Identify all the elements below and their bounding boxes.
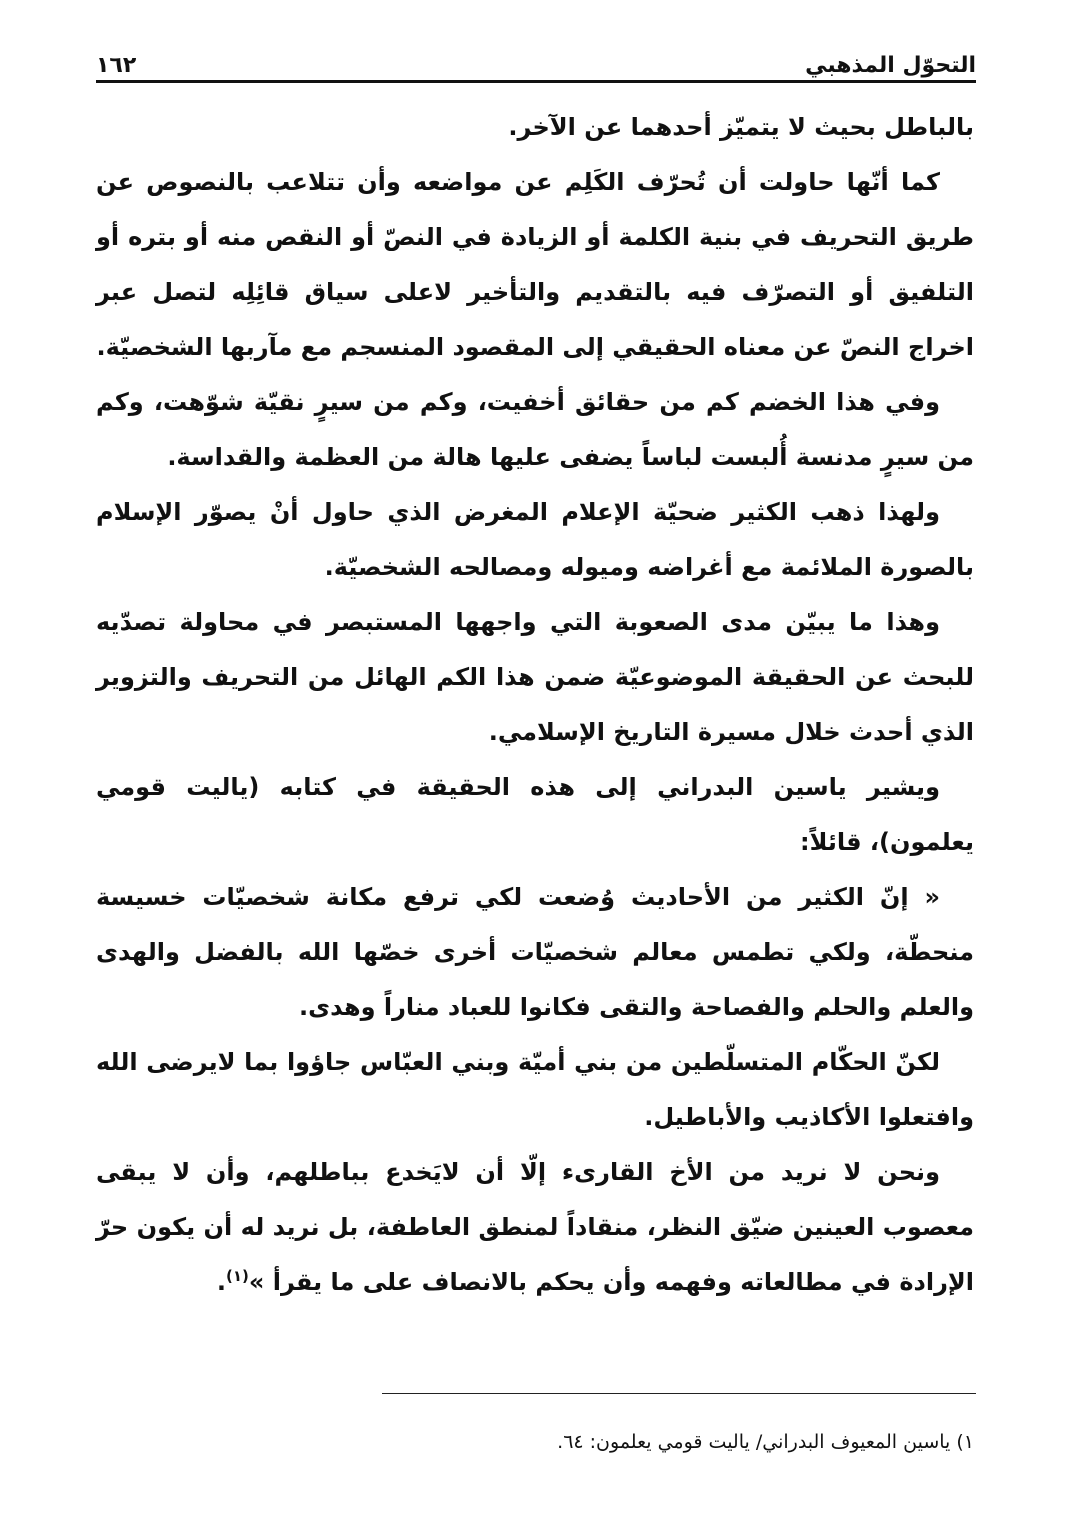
quote-paragraph-2: لكنّ الحكّام المتسلّطين من بني أميّة وبني العبّاس جاؤوا بما لايرضى الله وافتعلوا الأكاذيب والأباطيل. [96, 1048, 974, 1131]
footnote-1: ١) ياسين المعيوف البدراني/ ياليت قومي يعلمون: ٦٤. [557, 1431, 974, 1453]
quote-paragraph-1: « إنّ الكثير من الأحاديث وُضعت لكي ترفع مكانة شخصيّات خسيسة منحطّة، ولكي تطمس معالم شخصيّات أخرى خصّها الله بالفضل والهدى والعلم والحلم والفصاحة والتقى فكانوا للعباد مناراً وهدى. [96, 883, 974, 1021]
author-name: ياسين البدراني [657, 773, 847, 801]
header-rule [96, 80, 976, 83]
paragraph-5: وهذا ما يبيّن مدى الصعوبة التي واجهها المستبصر في محاولة تصدّيه للبحث عن الحقيقة الموضوعيّة ضمن هذا الكم الهائل من التحريف والتزوير الذي أحدث خلال مسيرة التاريخ الإسلامي. [96, 608, 974, 746]
paragraph-6 [96, 760, 974, 870]
footnote-reference: (١) [225, 1267, 249, 1285]
paragraph-2: كما أنّها حاولت أن تُحرّف الكَلِم عن مواضعه وأن تتلاعب بالنصوص عن طريق التحريف في بنية الكلمة أو الزيادة في النصّ أو النقص منه أو بتره أو التلفيق أو التصرّف فيه بالتقديم والتأخير لاعلى سياق قائِلِه لتصل عبر اخراج النصّ عن معناه الحقيقي إلى المقصود المنسجم مع مآربها الشخصيّة. [96, 168, 974, 361]
running-header [96, 38, 976, 78]
running-title: التحوّل المذهبي [805, 53, 976, 78]
paragraph-6-rest: إلى هذه الحقيقة في كتابه (ياليت قومي يعلمون)، قائلاً: [96, 773, 974, 856]
quote-paragraph-3-text: ونحن لا نريد من الأخ القارىء إلّا أن لايَخدع بباطلهم، وأن لا يبقى معصوب العينين ضيّق النظر، منقاداً لمنطق العاطفة، بل نريد له أن يكون حرّ الإرادة في مطالعاته وفهمه وأن يحكم بالانصاف على ما يقرأ » [96, 1158, 974, 1296]
quote-paragraph-3 [96, 1145, 974, 1310]
body-text [96, 100, 974, 1310]
paragraph-1: بالباطل بحيث لا يتميّز أحدهما عن الآخر. [508, 113, 974, 141]
footnote-area [96, 1428, 974, 1456]
quote-end-period: . [216, 1268, 226, 1296]
footnote-rule [382, 1393, 976, 1394]
paragraph-6-lead: ويشير [846, 773, 940, 801]
paragraph-4: ولهذا ذهب الكثير ضحيّة الإعلام المغرض الذي حاول أنْ يصوّر الإسلام بالصورة الملائمة مع أغراضه وميوله ومصالحه الشخصيّة. [96, 498, 974, 581]
paragraph-3: وفي هذا الخضم كم من حقائق أخفيت، وكم من سيرٍ نقيّة شوّهت، وكم من سيرٍ مدنسة أُلبست لباساً يضفى عليها هالة من العظمة والقداسة. [96, 388, 974, 471]
page-number: ١٦٢ [96, 53, 137, 78]
